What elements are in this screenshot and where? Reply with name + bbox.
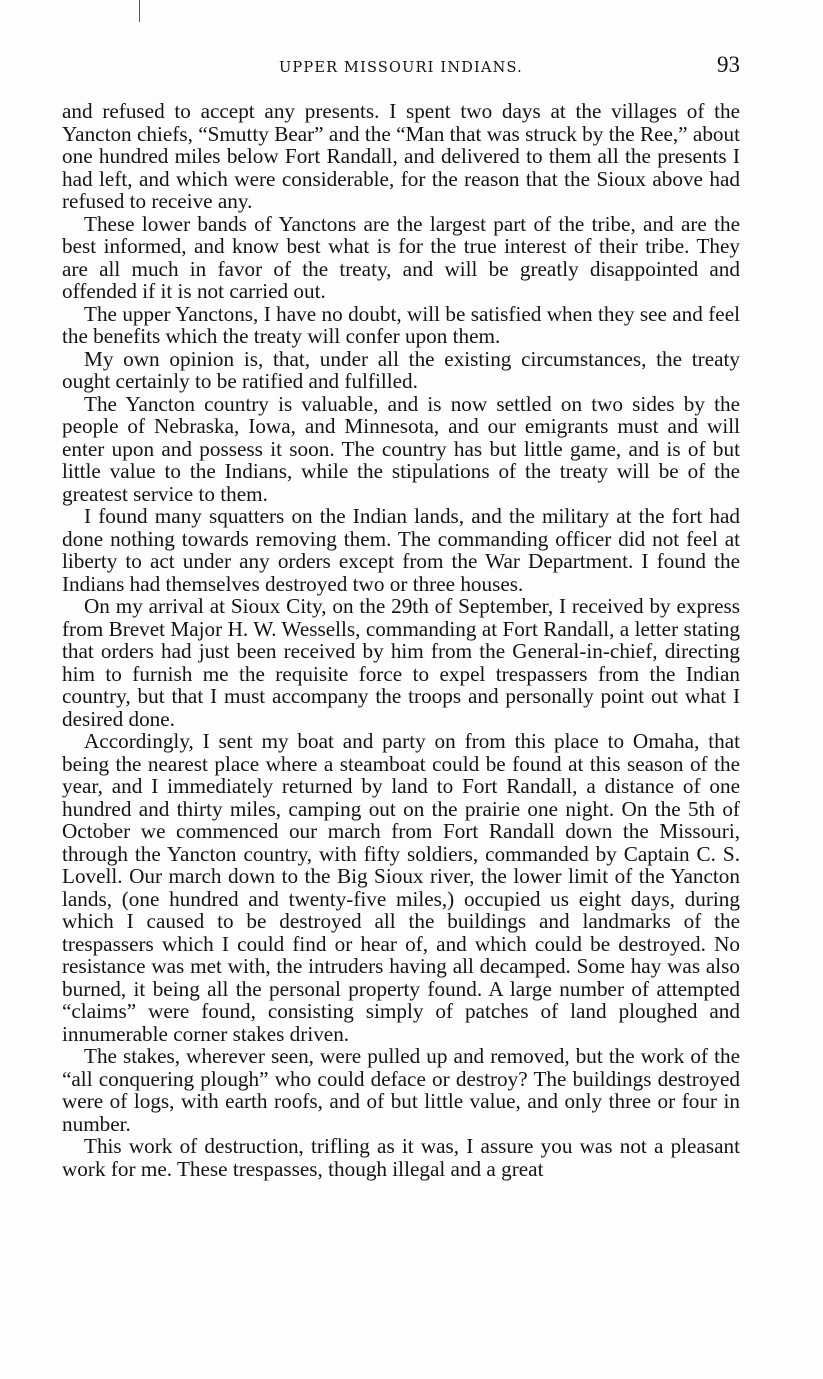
- page-header: [62, 52, 740, 82]
- paragraph: I found many squatters on the Indian lands, and the military at the fort had done nothing towards removing them. The commanding officer did not feel at liberty to act under any orders except from the War Department. I found the Indians had themselves destroyed two or three houses.: [62, 504, 740, 596]
- body-text: [62, 100, 740, 1180]
- paragraph: Accordingly, I sent my boat and party on from this place to Omaha, that being the nearest place where a steamboat could be found at this season of the year, and I immediately returned by land to Fort Randall, a distance of one hundred and thirty miles, camping out on the prairie one night. On the 5th of October we commenced our march from Fort Randall down the Missouri, through the Yancton country, with fifty soldiers, commanded by Captain C. S. Lovell. Our march down to the Big Sioux river, the lower limit of the Yancton lands, (one hundred and twenty-five miles,) occupied us eight days, during which I caused to be destroyed all the buildings and landmarks of the trespassers which I could find or hear of, and which could be destroyed. No resistance was met with, the intruders having all decamped. Some hay was also burned, it being all the personal property found. A large number of attempted “claims” were found, consisting simply of patches of land ploughed and innumerable corner stakes driven.: [62, 729, 740, 1046]
- paragraph: My own opinion is, that, under all the existing circumstances, the treaty ought certainly to be ratified and fulfilled.: [62, 346, 740, 393]
- binding-mark: [139, 0, 143, 22]
- paragraph: On my arrival at Sioux City, on the 29th of September, I received by express from Brevet Major H. W. Wessells, commanding at Fort Randall, a letter stating that orders had just been received by him from the General-in-chief, directing him to furnish me the requisite force to expel trespassers from the Indian country, but that I must accompany the troops and personally point out what I desired done.: [62, 594, 740, 731]
- page-number: 93: [717, 52, 740, 77]
- paragraph: The stakes, wherever seen, were pulled up and removed, but the work of the “all conquering plough” who could deface or destroy? The buildings destroyed were of logs, with earth roofs, and of but little value, and only three or four in number.: [62, 1044, 740, 1136]
- paragraph: The Yancton country is valuable, and is now settled on two sides by the people of Nebraska, Iowa, and Minnesota, and our emigrants must and will enter upon and possess it soon. The country has but little game, and is of but little value to the Indians, while the stipulations of the treaty will be of the greatest service to them.: [62, 391, 740, 506]
- paragraph: These lower bands of Yanctons are the largest part of the tribe, and are the best informed, and know best what is for the true interest of their tribe. They are all much in favor of the treaty, and will be greatly disappointed and offended if it is not carried out.: [62, 211, 740, 303]
- running-head: UPPER MISSOURI INDIANS.: [279, 60, 523, 76]
- paragraph: The upper Yanctons, I have no doubt, will be satisfied when they see and feel the benefits which the treaty will confer upon them.: [62, 301, 740, 348]
- paragraph: and refused to accept any presents. I spent two days at the villages of the Yancton chiefs, “Smutty Bear” and the “Man that was struck by the Ree,” about one hundred miles below Fort Randall, and delivered to them all the presents I had left, and which were considerable, for the reason that the Sioux above had refused to receive any.: [62, 99, 740, 213]
- paragraph: This work of destruction, trifling as it was, I assure you was not a pleasant work for me. These trespasses, though illegal and a great: [62, 1134, 740, 1181]
